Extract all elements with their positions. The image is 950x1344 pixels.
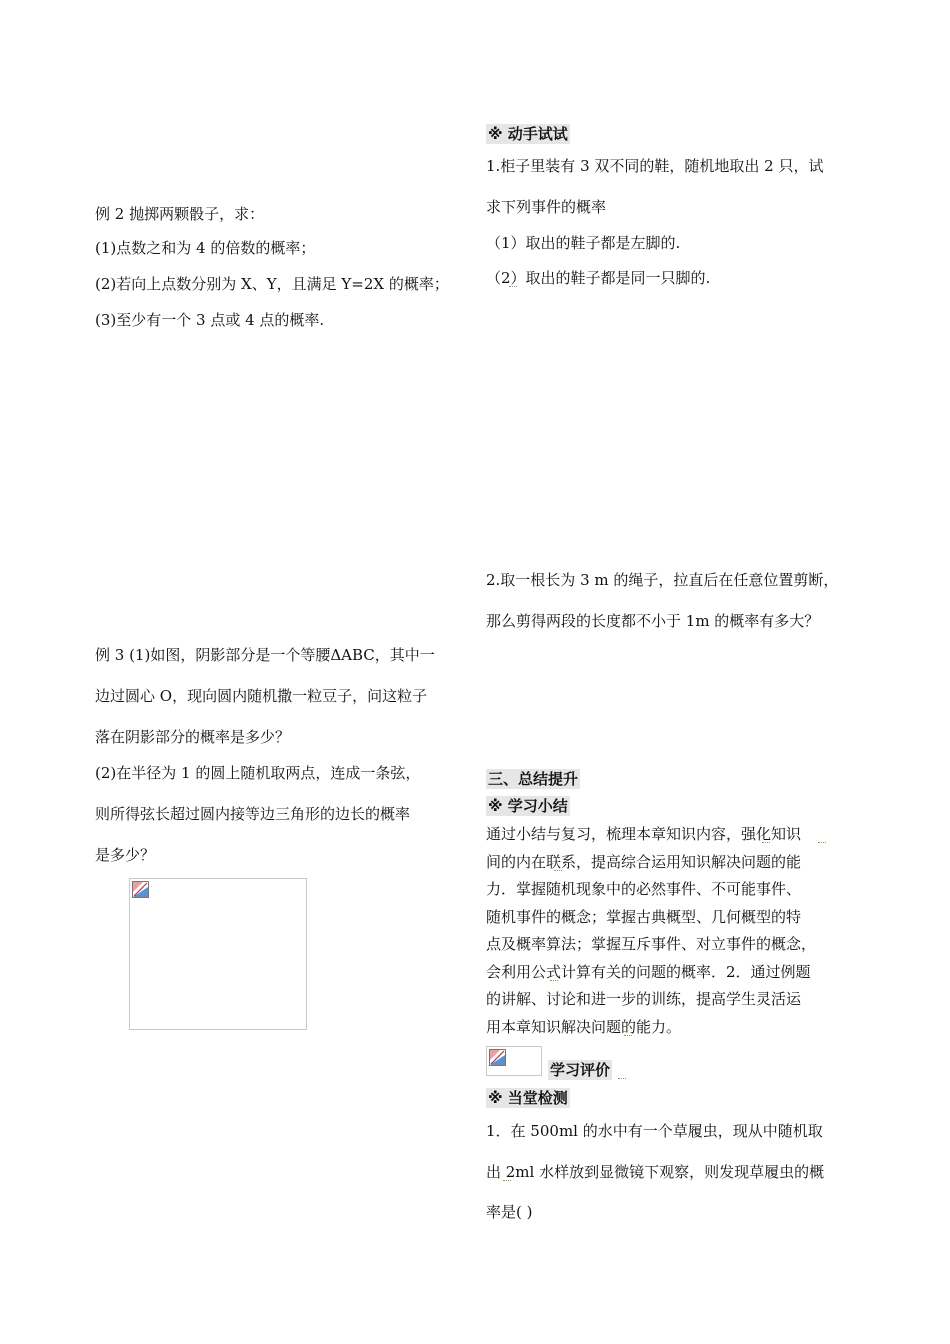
- example2-title: 例 2 抛掷两颗骰子，求：: [95, 205, 265, 223]
- example3-line1: 例 3 (1)如图，阴影部分是一个等腰ΔABC，其中一: [95, 646, 435, 664]
- check-question1-line3: 率是( ): [486, 1203, 533, 1221]
- study-summary-heading: ※ 学习小结: [488, 797, 568, 815]
- summary-line-6: 会利用公式计算有关的问题的概率．2．通过例题: [486, 963, 811, 981]
- summary-line-3: 力．掌握随机现象中的必然事件、不可能事件、: [486, 880, 802, 898]
- check-question1-line1: 1．在 500ml 的水中有一个草履虫，现从中随机取: [486, 1122, 823, 1140]
- example3-line4: (2)在半径为 1 的圆上随机取两点，连成一条弦，: [95, 764, 421, 782]
- try-heading: ※ 动手试试: [488, 125, 568, 143]
- problem2-line2: 那么剪得两段的长度都不小于 1m 的概率有多大？: [486, 612, 820, 630]
- edit-mark: [762, 838, 770, 843]
- edit-mark: [509, 282, 517, 287]
- edit-mark: [818, 838, 826, 843]
- example3-line2: 边过圆心 O，现向圆内随机撒一粒豆子，问这粒子: [95, 687, 428, 705]
- example2-question2: (2)若向上点数分别为 X、Y，且满足 Y=2X 的概率；: [95, 275, 449, 293]
- example2-question3: (3)至少有一个 3 点或 4 点的概率.: [95, 311, 325, 329]
- broken-image-icon: [132, 881, 149, 898]
- example3-line6: 是多少？: [95, 846, 156, 864]
- edit-mark: [503, 1176, 511, 1181]
- edit-mark: [550, 976, 558, 981]
- edit-mark: [554, 866, 562, 871]
- problem2-line1: 2.取一根长为 3 m 的绳子，拉直后在任意位置剪断，: [486, 571, 839, 589]
- summary-line-2: 间的内在联系，提高综合运用知识解决问题的能: [486, 853, 802, 871]
- summary-line-7: 的讲解、讨论和进一步的训练，提高学生灵活运: [486, 990, 802, 1008]
- edit-mark: [618, 1074, 626, 1079]
- problem1-line2: 求下列事件的概率: [486, 198, 607, 216]
- problem1-part-b: （2）取出的鞋子都是同一只脚的.: [486, 269, 711, 287]
- figure-placeholder: [129, 878, 307, 1030]
- evaluation-image-placeholder: [486, 1046, 542, 1076]
- summary-line-4: 随机事件的概念；掌握古典概型、几何概型的特: [486, 908, 802, 926]
- problem1-line1: 1.柜子里装有 3 双不同的鞋，随机地取出 2 只，试: [486, 157, 824, 175]
- summary-line-1: 通过小结与复习，梳理本章知识内容，强化知识: [486, 825, 802, 843]
- example2-question1: (1)点数之和为 4 的倍数的概率；: [95, 239, 316, 257]
- example3-line3: 落在阴影部分的概率是多少？: [95, 728, 291, 746]
- check-question1-line2: 出 2ml 水样放到显微镜下观察，则发现草履虫的概: [486, 1163, 825, 1181]
- check-heading: ※ 当堂检测: [488, 1089, 568, 1107]
- summary-line-8: 用本章知识解决问题的能力。: [486, 1018, 682, 1036]
- evaluation-heading: 学习评价: [550, 1061, 611, 1079]
- edit-mark: [624, 1031, 632, 1036]
- broken-image-icon: [489, 1049, 506, 1066]
- summary-line-5: 点及概率算法；掌握互斥事件、对立事件的概念，: [486, 935, 817, 953]
- problem1-part-a: （1）取出的鞋子都是左脚的.: [486, 234, 681, 252]
- summary-heading: 三、总结提升: [488, 770, 579, 788]
- example3-line5: 则所得弦长超过圆内接等边三角形的边长的概率: [95, 805, 411, 823]
